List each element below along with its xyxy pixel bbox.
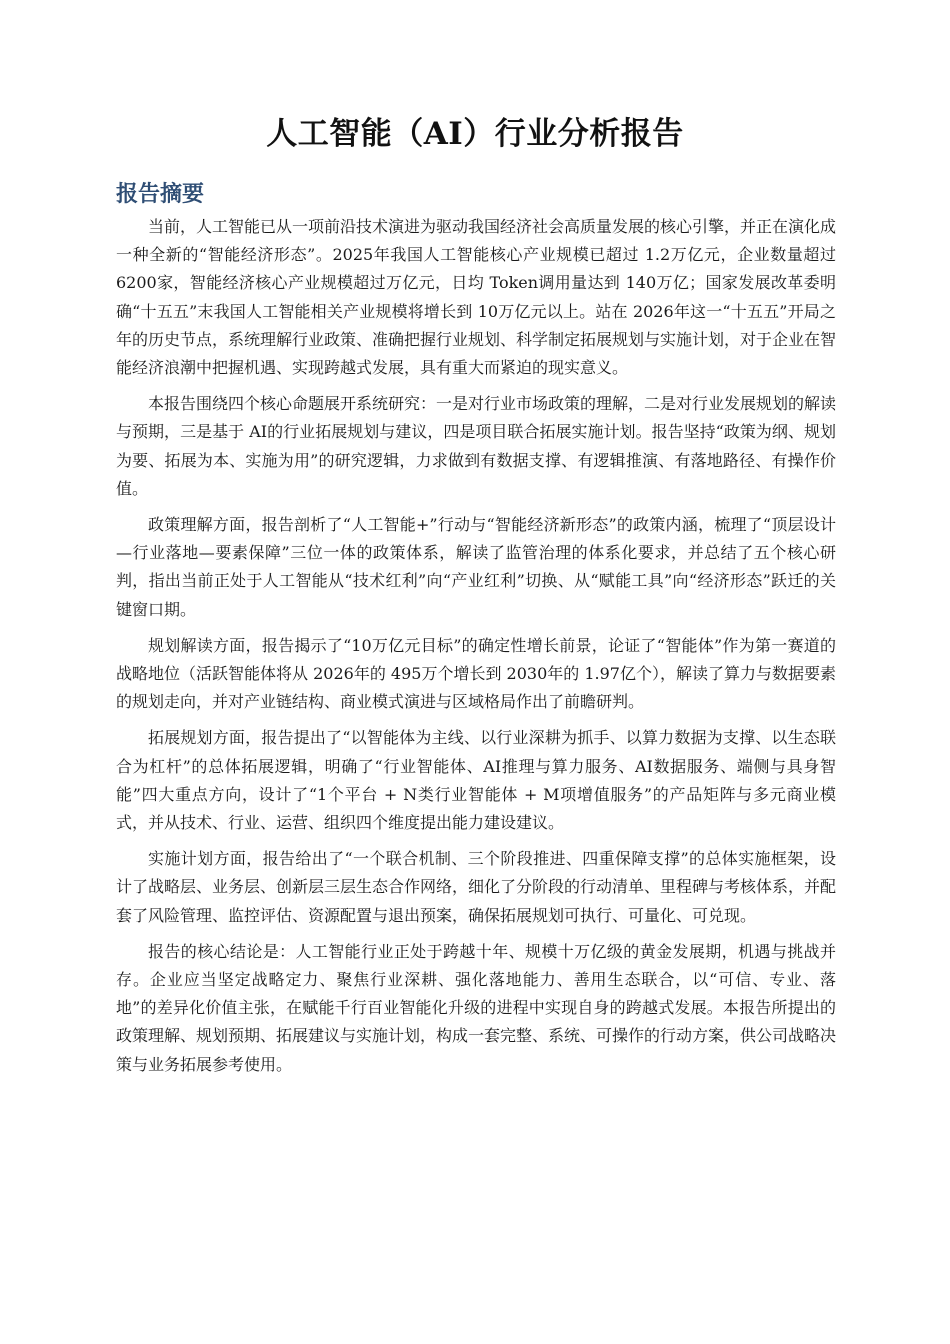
paragraph: 实施计划方面，报告给出了“一个联合机制、三个阶段推进、四重保障支撑”的总体实施框架，设计了战略层、业务层、创新层三层生态合作网络，细化了分阶段的行动清单、里程碑与考核体系，并配套了风险管理、监控评估、资源配置与退出预案，确保拓展规划可执行、可量化、可兑现。 [116, 849, 837, 925]
paragraph: 当前，人工智能已从一项前沿技术演进为驱动我国经济社会高质量发展的核心引擎，并正在演化成一种全新的“智能经济形态”。2025年我国人工智能核心产业规模已超过 1.2万亿元，企业数量超过 6200家，智能经济核心产业规模超过万亿元，日均 Token调用量达到 140万亿；国家发展改革委明确“十五五”末我国人工智能相关产业规模将增长到 10万亿元以上。站在 2026年这一“十五五”开局之年的历史节点，系统理解行业政策、准确把握行业规划、科学制定拓展规划与实施计划，对于企业在智能经济浪潮中把握机遇、实现跨越式发展，具有重大而紧迫的现实意义。 [116, 217, 837, 378]
paragraph: 本报告围绕四个核心命题展开系统研究：一是对行业市场政策的理解，二是对行业发展规划的解读与预期，三是基于 AI的行业拓展规划与建议，四是项目联合拓展实施计划。报告坚持“政策为纲、规划为要、拓展为本、实施为用”的研究逻辑，力求做到有数据支撑、有逻辑推演、有落地路径、有操作价值。 [116, 394, 837, 498]
paragraph: 报告的核心结论是：人工智能行业正处于跨越十年、规模十万亿级的黄金发展期，机遇与挑战并存。企业应当坚定战略定力、聚焦行业深耕、强化落地能力、善用生态联合，以“可信、专业、落地”的差异化价值主张，在赋能千行百业智能化升级的进程中实现自身的跨越式发展。本报告所提出的政策理解、规划预期、拓展建议与实施计划，构成一套完整、系统、可操作的行动方案，供公司战略决策与业务拓展参考使用。 [116, 941, 837, 1074]
paragraph: 规划解读方面，报告揭示了“10万亿元目标”的确定性增长前景，论证了“智能体”作为第一赛道的战略地位（活跃智能体将从 2026年的 495万个增长到 2030年的 1.97亿个），解读了算力与数据要素的规划走向，并对产业链结构、商业模式演进与区域格局作出了前瞻研判。 [116, 635, 836, 712]
document-title: 人工智能（AI）行业分析报告 [266, 116, 684, 152]
paragraph: 政策理解方面，报告剖析了“人工智能+”行动与“智能经济新形态”的政策内涵，梳理了“顶层设计—行业落地—要素保障”三位一体的政策体系，解读了监管治理的体系化要求，并总结了五个核心研判，指出当前正处于人工智能从“技术红利”向“产业红利”切换、从“赋能工具”向“经济形态”跃迁的关键窗口期。 [116, 515, 836, 619]
section-heading-summary: 报告摘要 [116, 181, 205, 207]
summary-body [116, 213, 836, 1087]
paragraph: 拓展规划方面，报告提出了“以智能体为主线、以行业深耕为抓手、以算力数据为支撑、以生态联合为杠杆”的总体拓展逻辑，明确了“行业智能体、AI推理与算力服务、AI数据服务、端侧与具身智能”四大重点方向，设计了“1个平台 + N类行业智能体 + M项增值服务”的产品矩阵与多元商业模式，并从技术、行业、运营、组织四个维度提出能力建设建议。 [116, 728, 836, 833]
